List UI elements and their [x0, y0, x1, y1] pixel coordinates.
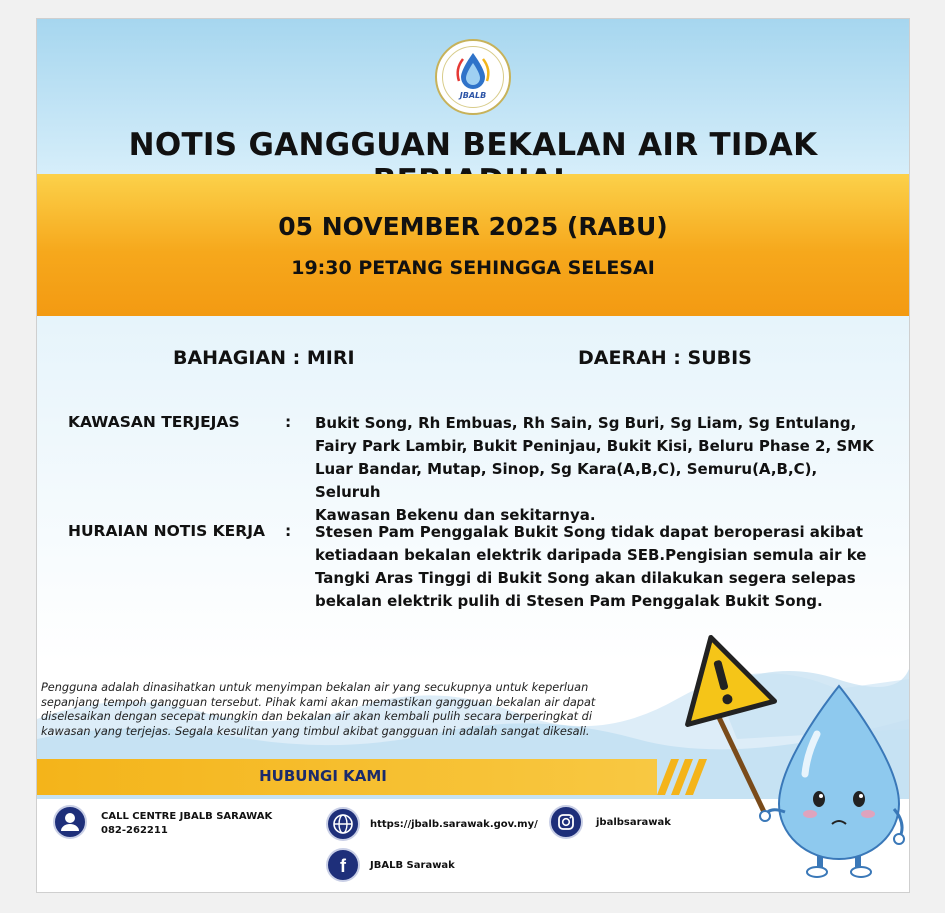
huraian-line: Tangki Aras Tinggi di Bukit Song akan dilakukan segera selepas [315, 569, 856, 587]
kawasan-terjejas-value [315, 412, 875, 527]
kawasan-colon: : [285, 413, 292, 431]
huraian-line: bekalan elektrik pulih di Stesen Pam Penggalak Bukit Song. [315, 592, 823, 610]
contact-heading: HUBUNGI KAMI [259, 767, 387, 785]
globe-icon [326, 807, 360, 841]
notice-time: 19:30 PETANG SEHINGGA SELESAI [291, 257, 655, 279]
svg-text:f: f [340, 856, 346, 876]
advice-text [41, 681, 681, 739]
kawasan-line: Fairy Park Lambir, Bukit Peninjau, Bukit Kisi, Beluru Phase 2, SMK [315, 437, 874, 455]
call-centre-name: CALL CENTRE JBALB SARAWAK [101, 811, 273, 822]
notice-poster [36, 18, 910, 893]
kawasan-line: Luar Bandar, Mutap, Sinop, Sg Kara(A,B,C), Semuru(A,B,C), Seluruh [315, 460, 818, 501]
call-centre-block [101, 810, 272, 838]
notice-date: 05 NOVEMBER 2025 (RABU) [278, 212, 668, 241]
advice-line: diselesaikan dengan secepat mungkin dan bekalan air akan kembali pulih secara berperingkat di [41, 710, 592, 723]
daerah-label: DAERAH : SUBIS [578, 347, 752, 369]
huraian-line: Stesen Pam Penggalak Bukit Song tidak dapat beroperasi akibat [315, 523, 864, 541]
kawasan-line: Bukit Song, Rh Embuas, Rh Sain, Sg Buri, Sg Liam, Sg Entulang, [315, 414, 857, 432]
logo-text: JBALB [459, 91, 487, 100]
facebook-page[interactable]: JBALB Sarawak [370, 860, 455, 871]
huraian-notis-kerja-label: HURAIAN NOTIS KERJA [68, 522, 265, 540]
notice-title: NOTIS GANGGUAN BEKALAN AIR TIDAK [128, 127, 818, 163]
jbalb-logo [435, 39, 511, 115]
water-drop-logo-icon [453, 51, 493, 93]
advice-line: kawasan yang terjejas. Segala kesulitan yang timbul akibat gangguan ini adalah sangat dikesali. [41, 724, 590, 738]
instagram-icon [549, 805, 583, 839]
advice-line: Pengguna adalah dinasihatkan untuk menyimpan bekalan air yang secukupnya untuk keperluan [41, 681, 589, 694]
schedule-band [37, 174, 909, 316]
kawasan-line: Kawasan Bekenu dan sekitarnya. [315, 506, 596, 524]
kawasan-terjejas-label: KAWASAN TERJEJAS [68, 413, 240, 431]
huraian-line: ketiadaan bekalan elektrik daripada SEB.Pengisian semula air ke [315, 546, 867, 564]
user-icon [53, 805, 87, 839]
call-centre-phone[interactable]: 082-262211 [101, 825, 168, 836]
bahagian-label: BAHAGIAN : MIRI [173, 347, 355, 369]
facebook-icon [326, 848, 360, 882]
huraian-notis-kerja-value [315, 521, 875, 613]
advice-line: sepanjang tempoh gangguan tersebut. Pihak kami akan memastikan gangguan bekalan air dapat [41, 695, 596, 709]
huraian-colon: : [285, 522, 292, 540]
website-link[interactable]: https://jbalb.sarawak.gov.my/ [370, 819, 538, 830]
instagram-handle[interactable]: jbalbsarawak [596, 817, 671, 828]
water-drop-mascot-icon [667, 624, 907, 879]
